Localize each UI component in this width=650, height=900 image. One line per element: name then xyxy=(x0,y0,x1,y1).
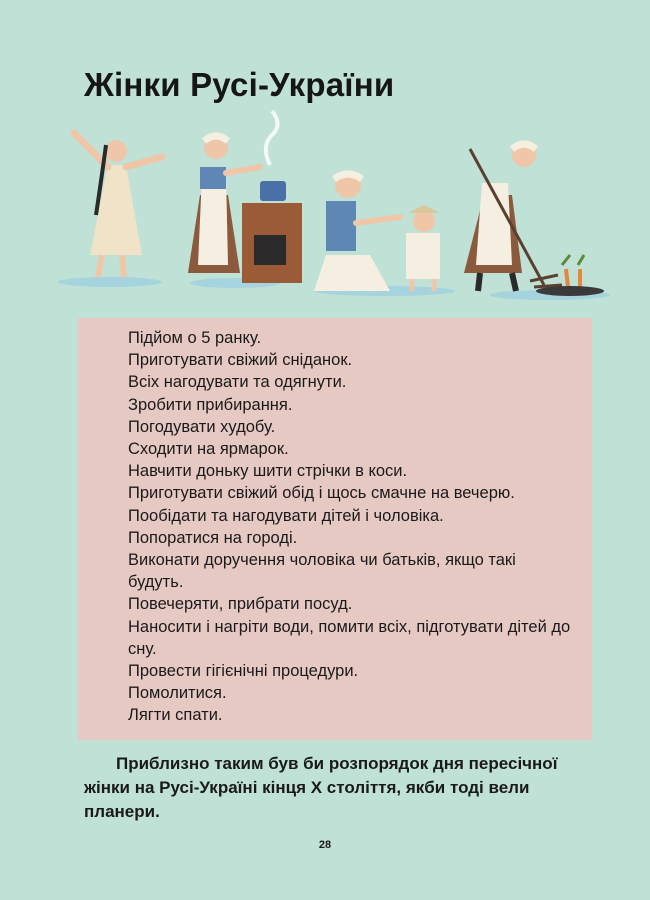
list-item: Підйом о 5 ранку. xyxy=(128,329,262,347)
cooking-woman-figure xyxy=(188,111,302,283)
page-number: 28 xyxy=(318,839,332,851)
list-item: Пообідати та нагодувати дітей і чоловіка. xyxy=(128,506,444,525)
summary-paragraph: Приблизно таким був би розпорядок дня пересічної жінки на Русі-Україні кінця X століття, якби тоді вели планери. xyxy=(84,754,558,821)
list-item: Виконати доручення чоловіка чи батьків, якщо такі будуть. xyxy=(128,551,516,592)
women-chores-illustration xyxy=(50,105,620,310)
gardening-woman-figure xyxy=(464,143,604,296)
list-item: Приготувати свіжий обід і щось смачне на вечерю. xyxy=(128,484,515,503)
list-item: Всіх нагодувати та одягнути. xyxy=(128,373,347,392)
list-item: Повечеряти, прибрати посуд. xyxy=(128,595,353,614)
list-item: Навчити доньку шити стрічки в коси. xyxy=(128,462,408,481)
feeding-woman-figure xyxy=(314,172,440,291)
list-item: Лягти спати. xyxy=(128,706,223,725)
list-item: Приготувати свіжий сніданок. xyxy=(128,351,353,370)
list-item: Провести гігієнічні процедури. xyxy=(128,662,359,681)
list-item: Попоратися на городі. xyxy=(128,528,298,547)
page-title: Жінки Русі-України xyxy=(84,66,395,103)
stretching-woman-figure xyxy=(74,133,162,277)
list-item: Зробити прибирання. xyxy=(128,395,293,414)
daily-routine-list xyxy=(128,327,573,727)
list-item: Наносити і нагріти води, помити всіх, підготувати дітей до сну. xyxy=(128,617,571,658)
list-item: Сходити на ярмарок. xyxy=(128,440,289,459)
list-item: Погодувати худобу. xyxy=(128,417,276,436)
list-item: Помолитися. xyxy=(128,684,227,703)
daily-routine-box xyxy=(78,318,592,740)
